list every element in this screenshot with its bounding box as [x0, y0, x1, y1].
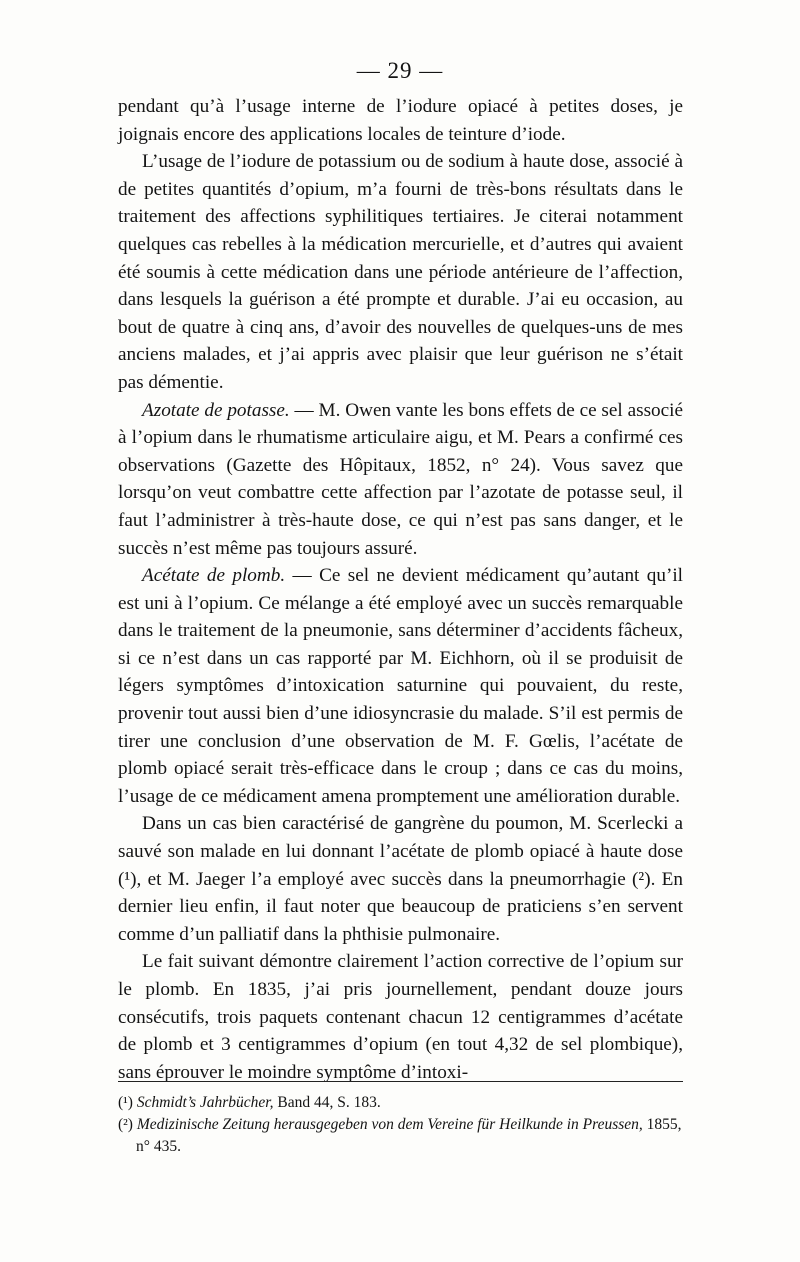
paragraph-3: [118, 397, 683, 563]
page-number: — 29 —: [356, 58, 444, 83]
footnote-1: [118, 1092, 683, 1114]
body-text: [118, 93, 683, 1086]
footnote-2-title: Medizinische Zeitung herausgegeben von dem Vereine für Heilkunde in Preussen,: [136, 1116, 643, 1133]
footnote-1-rest: Band 44, S. 183.: [273, 1094, 381, 1111]
paragraph-6: Le fait suivant démontre clairement l’action corrective de l’opium sur le plomb. En 1835, j’ai pris journellement, pendant douze jours consécutifs, trois paquets contenant chacun 12 centigrammes d’acétate de plomb et 3 centigrammes d’opium (en tout 4,32 de sel plombique), sans éprouver le moindre symptôme d’intoxi-: [118, 951, 683, 1083]
footnote-1-title: Schmidt’s Jahrbücher,: [136, 1094, 274, 1111]
footnote-2-marker: (²): [118, 1116, 133, 1133]
footnote-1-marker: (¹): [118, 1094, 133, 1111]
paragraph-4-heading: Acétate de plomb.: [142, 565, 286, 587]
paragraph-5: Dans un cas bien caractérisé de gangrène du poumon, M. Scerlecki a sauvé son malade en lui donnant l’acétate de plomb opiacé à haute dose (¹), et M. Jaeger l’a employé avec succès dans la pneumorrhagie (²). En dernier lieu enfin, il faut noter que beaucoup de praticiens s’en servent comme d’un palliatif dans la phthisie pulmonaire.: [118, 813, 683, 945]
paragraph-4-text: — Ce sel ne devient médicament qu’autant qu’il est uni à l’opium. Ce mélange a été employé avec un succès remarquable dans le traitement de la pneumonie, sans déterminer d’accidents fâcheux, si ce n’est dans un cas rapporté par M. Eichhorn, où il se produisit de légers symptômes d’intoxication saturnine qui pouvaient, du reste, provenir tout aussi bien d’une idiosyncrasie du malade. S’il est permis de tirer une conclusion d’une observation de M. F. Gœlis, l’acétate de plomb opiacé serait très-efficace dans le croup ; dans ce cas du moins, l’usage de ce médicament amena promptement une amélioration durable.: [118, 565, 683, 807]
footnotes: [118, 1092, 683, 1158]
paragraph-2: L’usage de l’iodure de potassium ou de sodium à haute dose, associé à de petites quantités d’opium, m’a fourni de très-bons résultats dans le traitement des affections syphilitiques tertiaires. Je citerai notamment quelques cas rebelles à la médication mercurielle, et d’autres qui avaient été soumis à cette médication dans une période antérieure de l’affection, dans lesquels la guérison a été prompte et durable. J’ai eu occasion, au bout de quatre à cinq ans, d’avoir des nouvelles de quelques-uns de mes anciens malades, et j’ai appris avec plaisir que leur guérison ne s’était pas démentie.: [118, 151, 683, 393]
paragraph-4: [118, 562, 683, 810]
footnote-2: [118, 1114, 683, 1158]
footnote-divider: [118, 1081, 683, 1082]
paragraph-3-heading: Azotate de potasse.: [142, 399, 290, 421]
footnote-2-rest: 1855, n° 435.: [136, 1116, 682, 1155]
paragraph-1: pendant qu’à l’usage interne de l’iodure opiacé à petites doses, je joignais encore des applications locales de teinture d’iode.: [118, 96, 683, 145]
paragraph-3-text: — M. Owen vante les bons effets de ce sel associé à l’opium dans le rhumatisme articulaire aigu, et M. Pears a confirmé ces observations (Gazette des Hôpitaux, 1852, n° 24). Vous savez que lorsqu’on veut combattre cette affection par l’azotate de potasse seul, il faut l’administrer à très-haute dose, ce qui n’est pas sans danger, et le succès n’est même pas toujours assuré.: [118, 399, 683, 559]
